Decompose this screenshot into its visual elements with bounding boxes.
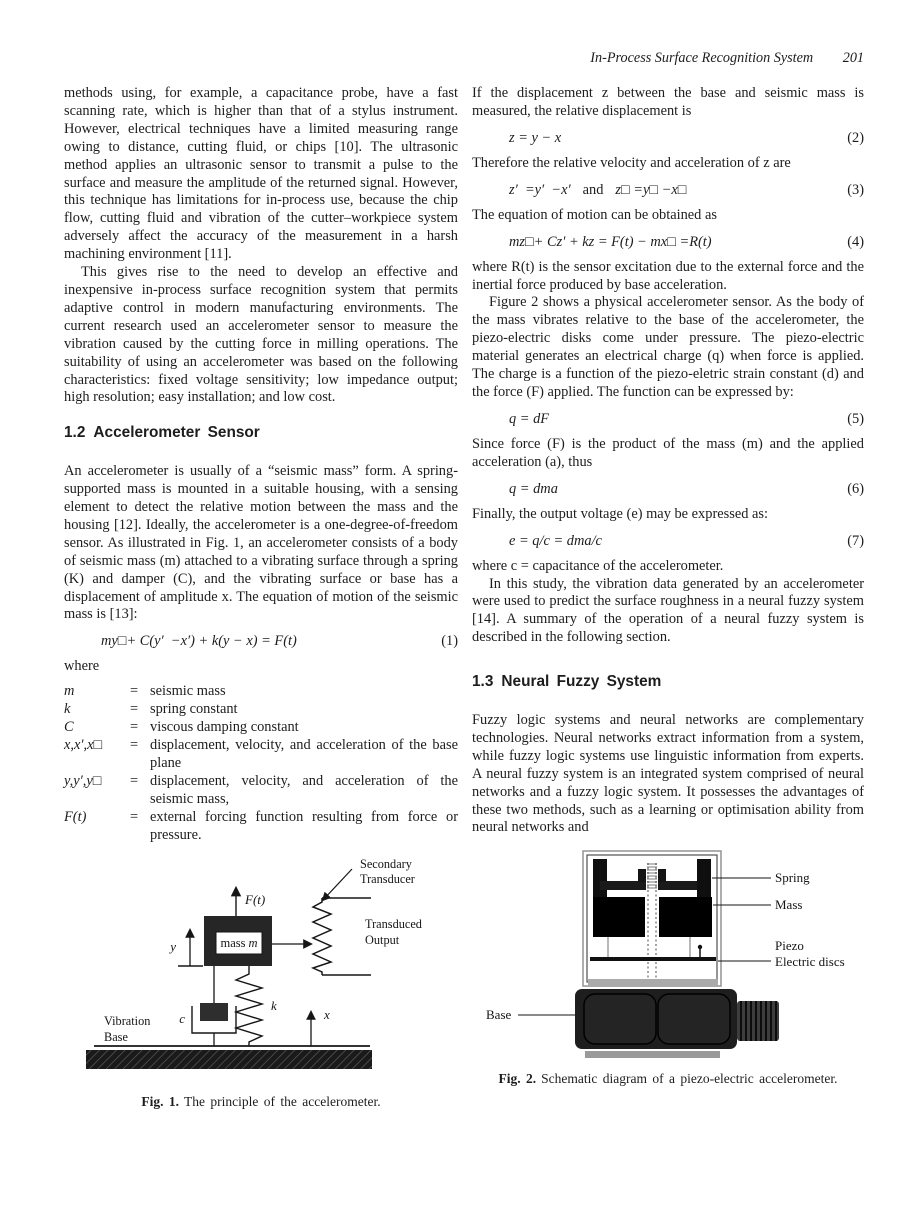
secondary-transducer-leader: [323, 869, 352, 900]
seismic-mass-block: [204, 916, 272, 966]
equals-sign: =: [130, 808, 139, 825]
section-title: Accelerometer Sensor: [93, 424, 260, 442]
equation-4: [472, 233, 864, 251]
damper-icon: [192, 966, 236, 1046]
y-label: y: [170, 939, 176, 955]
where-label: where: [64, 658, 100, 675]
equation-number: (5): [847, 410, 864, 427]
equals-sign: =: [130, 772, 139, 789]
paragraph: methods using, for example, a capacitance probe, have a fast scanning rate, which is higher than that of a stylus instrument. However, electrical techniques have a limited measuring range owing to distance, cutting fluid, or chips [10]. The ultrasonic method applies an ultrasonic sensor to transmit a pulse to the surface and measure the amplitude of the returned signal. However, this technique has limitations for in-process use, because the chip flow, cutting fluid and vibration of the cutter–workpiece system adversely affect the accuracy of the measurement in a harsh machining environment [11].: [64, 85, 458, 263]
equation-body: e = q/c = dma/c: [509, 532, 602, 549]
definition-term: k: [64, 701, 71, 718]
figure-1: [64, 856, 458, 1111]
equation-6: [472, 480, 864, 498]
vibration-base-bar: [86, 1046, 372, 1069]
section-heading-accelerometer-sensor: [64, 424, 458, 442]
equation-1: [64, 632, 458, 650]
definition-text: displacement, velocity, and acceleration of the seismic mass,: [150, 772, 458, 807]
definition-term: F(t): [64, 808, 87, 825]
equals-sign: =: [130, 683, 139, 700]
equation-number: (4): [847, 233, 864, 250]
running-head-title: In-Process Surface Recognition System: [590, 50, 814, 66]
paragraph: where c = capacitance of the accelerometer.: [472, 557, 724, 574]
section-number: 1.2: [64, 424, 86, 442]
force-label: F(t): [245, 892, 266, 908]
page-number: 201: [842, 50, 864, 66]
piezo-label: Electric discs: [775, 954, 845, 970]
equation-body: my□+ C(y′ −x′) + k(y − x) = F(t): [101, 633, 297, 650]
definition-text: viscous damping constant: [150, 719, 299, 736]
definition-row: [64, 701, 458, 719]
paragraph: Fuzzy logic systems and neural networks are complementary technologies. Neural networks extract information from a system, while fuzzy logic systems use linguistic information from experts. A neural fuzzy system is an integrated system comprised of neural networks and a fuzzy logic system. It possesses the advantages of these two methods, such as a learning or optimisation ability from neural networks and: [472, 712, 864, 836]
paragraph: This gives rise to the need to develop an effective and inexpensive in-process surface recognition system that permits adaptive control in modern manufacturing environments. The current research used an accelerometer sensor to measure the vibration caused by the cutting force in milling operations. The suitability of using an accelerometer was based on the following characteristics: fixed voltage sensitivity; low impedance output; high resolution; easy installation; and low cost.: [64, 264, 458, 406]
equation-body: q = dF: [509, 410, 550, 427]
housing-floor-plate: [588, 979, 718, 987]
figure-1-caption: [64, 1093, 458, 1111]
equation-number: (6): [847, 480, 864, 497]
mass-label: mass m: [220, 936, 258, 951]
definition-row: [64, 719, 458, 737]
equation-5: [472, 410, 864, 428]
figure-2-caption-label: Fig. 2.: [498, 1071, 537, 1087]
right-column: [472, 85, 864, 1088]
section-title: Neural Fuzzy System: [501, 673, 662, 691]
equation-3: [472, 181, 864, 199]
equation-body: z = y − x: [509, 129, 562, 146]
base-bottom-plate: [585, 1051, 720, 1058]
piezo-disc-plate: [590, 957, 716, 961]
piezo-accelerometer-diagram: [472, 849, 864, 1061]
damper-label: c: [179, 1011, 185, 1027]
mass-label: Mass: [775, 897, 803, 913]
definition-row: [64, 773, 458, 809]
accelerometer-principle-diagram: [64, 856, 458, 1084]
section-number: 1.3: [472, 673, 494, 691]
paragraph: Figure 2 shows a physical accelerometer sensor. As the body of the mass vibrates relative to the base of the accelerometer, the piezo-electric disks come under pressure. The piezo-electric material generates an electrical charge (q) when force is applied. The charge is a function of the piezo-eletric strain constant (d) and the force (F) applied. The function can be expressed by:: [472, 294, 864, 400]
equation-7: [472, 532, 864, 550]
definition-row: [64, 809, 458, 845]
spring-label: k: [271, 998, 277, 1014]
figure-2-caption-text: Schematic diagram of a piezo-electric accelerometer.: [541, 1071, 838, 1087]
secondary-transducer-label: Secondary: [360, 857, 412, 872]
definition-text: seismic mass: [150, 683, 226, 700]
figure-2: [472, 849, 864, 1088]
left-column: [64, 85, 458, 1111]
equation-body: z′ =y′ −x′: [509, 181, 571, 198]
equation-body: q = dma: [509, 480, 558, 497]
definition-row: [64, 683, 458, 701]
paragraph: where R(t) is the sensor excitation due to the external force and the inertial force produced by base acceleration.: [472, 258, 864, 293]
paragraph: If the displacement z between the base and seismic mass is measured, the relative displacement is: [472, 85, 864, 119]
equation-number: (1): [441, 633, 458, 650]
figure-1-caption-label: Fig. 1.: [141, 1094, 180, 1110]
figure-1-caption-text: The principle of the accelerometer.: [184, 1094, 381, 1110]
transduced-output-label: Transduced: [365, 917, 422, 932]
definition-row: [64, 737, 458, 773]
equation-body: z□ =y□ −x□: [615, 181, 687, 198]
piezo-label: Piezo: [775, 938, 804, 954]
x-label: x: [324, 1007, 330, 1023]
paragraph: The equation of motion can be obtained as: [472, 206, 717, 223]
paragraph: Since force (F) is the product of the mass (m) and the applied acceleration (a), thus: [472, 435, 864, 470]
equals-sign: =: [130, 701, 139, 718]
equation-connector: and: [582, 181, 604, 198]
equation-body: mz□+ Cz′ + kz = F(t) − mx□ =R(t): [509, 233, 712, 250]
paragraph: Therefore the relative velocity and acceleration of z are: [472, 154, 791, 171]
running-head: [472, 50, 864, 67]
base-label: Base: [486, 1007, 512, 1023]
definition-list: [64, 683, 458, 844]
secondary-transducer-zigzag: [313, 898, 371, 975]
support-bar-right: [697, 859, 711, 899]
definition-text: spring constant: [150, 701, 238, 718]
equation-number: (7): [847, 532, 864, 549]
y-displacement-arrow: [178, 930, 203, 966]
spring-icon: [236, 966, 262, 1046]
mass-blocks: [593, 897, 712, 937]
definition-text: external forcing function resulting from force or pressure.: [150, 808, 458, 843]
section-heading-neural-fuzzy-system: [472, 673, 864, 691]
definition-text: displacement, velocity, and acceleration of the base plane: [150, 737, 458, 771]
vibration-base-label: Vibration: [104, 1014, 151, 1029]
vibration-base-label: Base: [104, 1030, 128, 1045]
spring-label: Spring: [775, 870, 810, 886]
base-block: [575, 989, 737, 1049]
paragraph: Finally, the output voltage (e) may be expressed as:: [472, 505, 768, 522]
equation-number: (3): [847, 181, 864, 198]
support-bar-left: [593, 859, 607, 899]
definition-term: C: [64, 719, 74, 736]
figure-2-caption: [472, 1070, 864, 1088]
equation-number: (2): [847, 129, 864, 146]
definition-term: m: [64, 683, 75, 700]
transduced-output-label: Output: [365, 933, 400, 948]
secondary-transducer-label: Transducer: [360, 872, 415, 887]
equals-sign: =: [130, 737, 139, 753]
equals-sign: =: [130, 719, 139, 736]
equation-2: [472, 129, 864, 147]
threaded-connector: [737, 1001, 779, 1041]
contact-pin: [698, 945, 702, 957]
paragraph: An accelerometer is usually of a “seismic mass” form. A spring-supported mass is mounted in a suitable housing, with a sensing element to detect the relative motion between the mass and the housing [12]. Ideally, the accelerometer is a one-degree-of-freedom sensor. As illustrated in Fig. 1, an accelerometer consists of a body of seismic mass (m) attached to a vibrating surface through a spring (K) and damper (C), and the vibrating surface or base has a displacement of amplitude x. The equation of motion of the seismic mass is [13]:: [64, 463, 458, 623]
definition-term: y,y′,y□: [64, 772, 102, 789]
definition-term: x,x′,x□: [64, 737, 103, 753]
paragraph: In this study, the vibration data generated by an accelerometer were used to predict the surface roughness in a neural fuzzy system [14]. A summary of the operation of a neural fuzzy system is described in the following section.: [472, 575, 864, 646]
